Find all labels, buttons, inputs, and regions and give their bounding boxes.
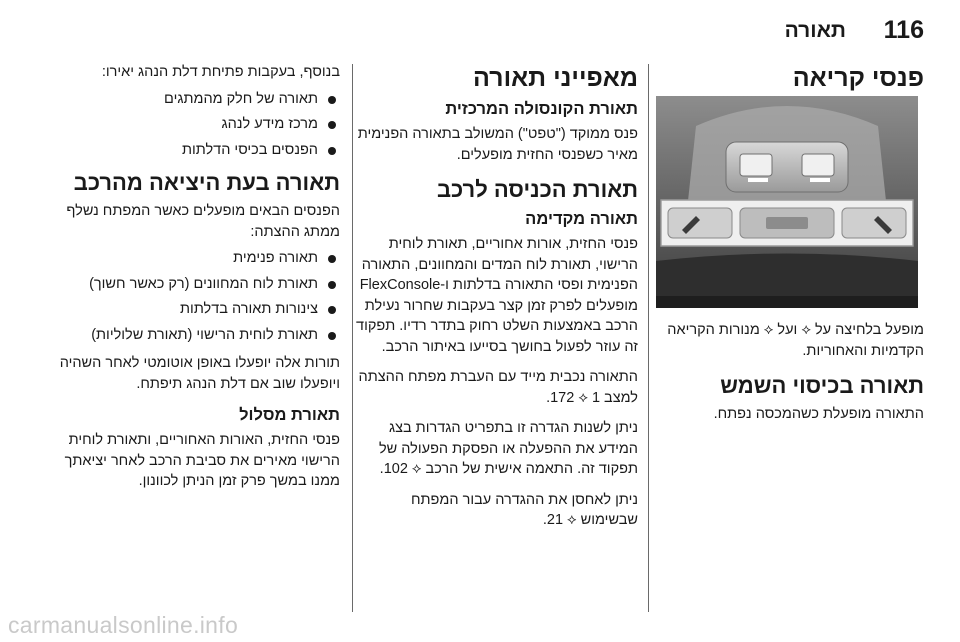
list-item: תאורה של חלק מהמתגים <box>54 89 340 110</box>
ignition-off-text: התאורה נכבית מייד עם העברת מפתח ההצתה למצב 1 ⟡ 172. <box>358 369 638 406</box>
center-console-lighting-heading: תאורת הקונסולה המרכזית <box>445 100 638 118</box>
reading-lights-photo <box>656 96 918 308</box>
center-console-lighting-text: פנס ממוקד ("טפט") המשולב בתאורה הפנימית מאיר כשפנסי החזית מופעלים. <box>357 126 638 163</box>
path-lighting-text: פנסי החזית, האורות האחוריים, ותאורת לוחית הרישוי מאירים את סביבת הרכב לאחר יציאתך ממנו במשך פרק זמן הניתן לכוונון. <box>64 432 340 489</box>
exit-lighting-intro: הפנסים הבאים מופעלים כאשר המפתח נשלף ממתג ההצתה: <box>66 203 340 240</box>
reading-lights-caption: מופעל בלחיצה על ⟡ ועל ⟡ מנורות הקריאה הקדמיות והאחוריות. <box>667 322 924 359</box>
driver-door-intro: בנוסף, בעקבות פתיחת דלת הנהג יאירו: <box>101 64 340 80</box>
page-number: 116 <box>883 16 924 44</box>
list-item: הפנסים בכיסי הדלתות <box>54 140 340 161</box>
list-item: מרכז מידע לנהג <box>54 114 340 135</box>
sun-visor-lighting-heading: תאורה בכיסוי השמש <box>720 373 924 398</box>
page-header <box>0 0 960 60</box>
reading-lights-heading: פנסי קריאה <box>792 64 924 92</box>
key-memory-text: ניתן לאחסן את ההגדרה עבור המפתח שבשימוש ⟡ 21. <box>410 491 638 528</box>
settings-menu-text: ניתן לשנות הגדרה זו בתפריט הגדרות בצג המידע את ההפעלה או הפסקת הפעולה של תפקוד זה. התאמה אישית של הרכב ⟡ 102. <box>378 420 638 477</box>
overhead-console-illustration <box>656 96 918 308</box>
exit-lighting-list <box>54 248 340 345</box>
list-item: תאורה פנימית <box>54 248 340 269</box>
page-title: תאורה <box>784 19 846 42</box>
middle-column <box>350 62 638 541</box>
right-column <box>656 62 924 435</box>
site-watermark: carmanualsonline.info <box>8 612 239 638</box>
welcome-lighting-text: פנסי החזית, אורות אחוריים, תאורת לוחית הרישוי, תאורת לוח המדים והמחוונים, התאורה הפנימית ופסי התאורה בדלתות ו-FlexConsole מופעלים לפרק זמן קצר בעקבות שחרור נעילת הרכב באמצעות השלט רחוק בתדר רדיו. תפקוד זה עוזר לפעול בחושך בסייעו באיתור הרכב. <box>356 236 638 355</box>
welcome-lighting-heading: תאורה מקדימה <box>525 210 638 228</box>
sun-visor-lighting-text: התאורה מופעלת כשהמכסה נפתח. <box>713 406 924 422</box>
list-item: תאורת לוחית הרישוי (תאורת שלוליות) <box>54 325 340 346</box>
entry-lighting-heading: תאורת הכניסה לרכב <box>436 177 638 202</box>
lighting-features-heading: מאפייני תאורה <box>473 64 638 92</box>
path-lighting-heading: תאורת מסלול <box>239 406 340 424</box>
list-item: צינורות תאורה בדלתות <box>54 299 340 320</box>
exit-lighting-heading: תאורה בעת היציאה מהרכב <box>73 170 340 195</box>
column-divider-right <box>648 64 649 612</box>
driver-door-list <box>54 89 340 161</box>
exit-lighting-delay-text: תורות אלה יופעלו באופן אוטומטי לאחר השהיה ויופעלו שוב אם דלת הנהג תיפתח. <box>59 355 340 392</box>
left-column <box>54 62 340 502</box>
list-item: תאורת לוח המחוונים (רק כאשר חשוך) <box>54 274 340 295</box>
